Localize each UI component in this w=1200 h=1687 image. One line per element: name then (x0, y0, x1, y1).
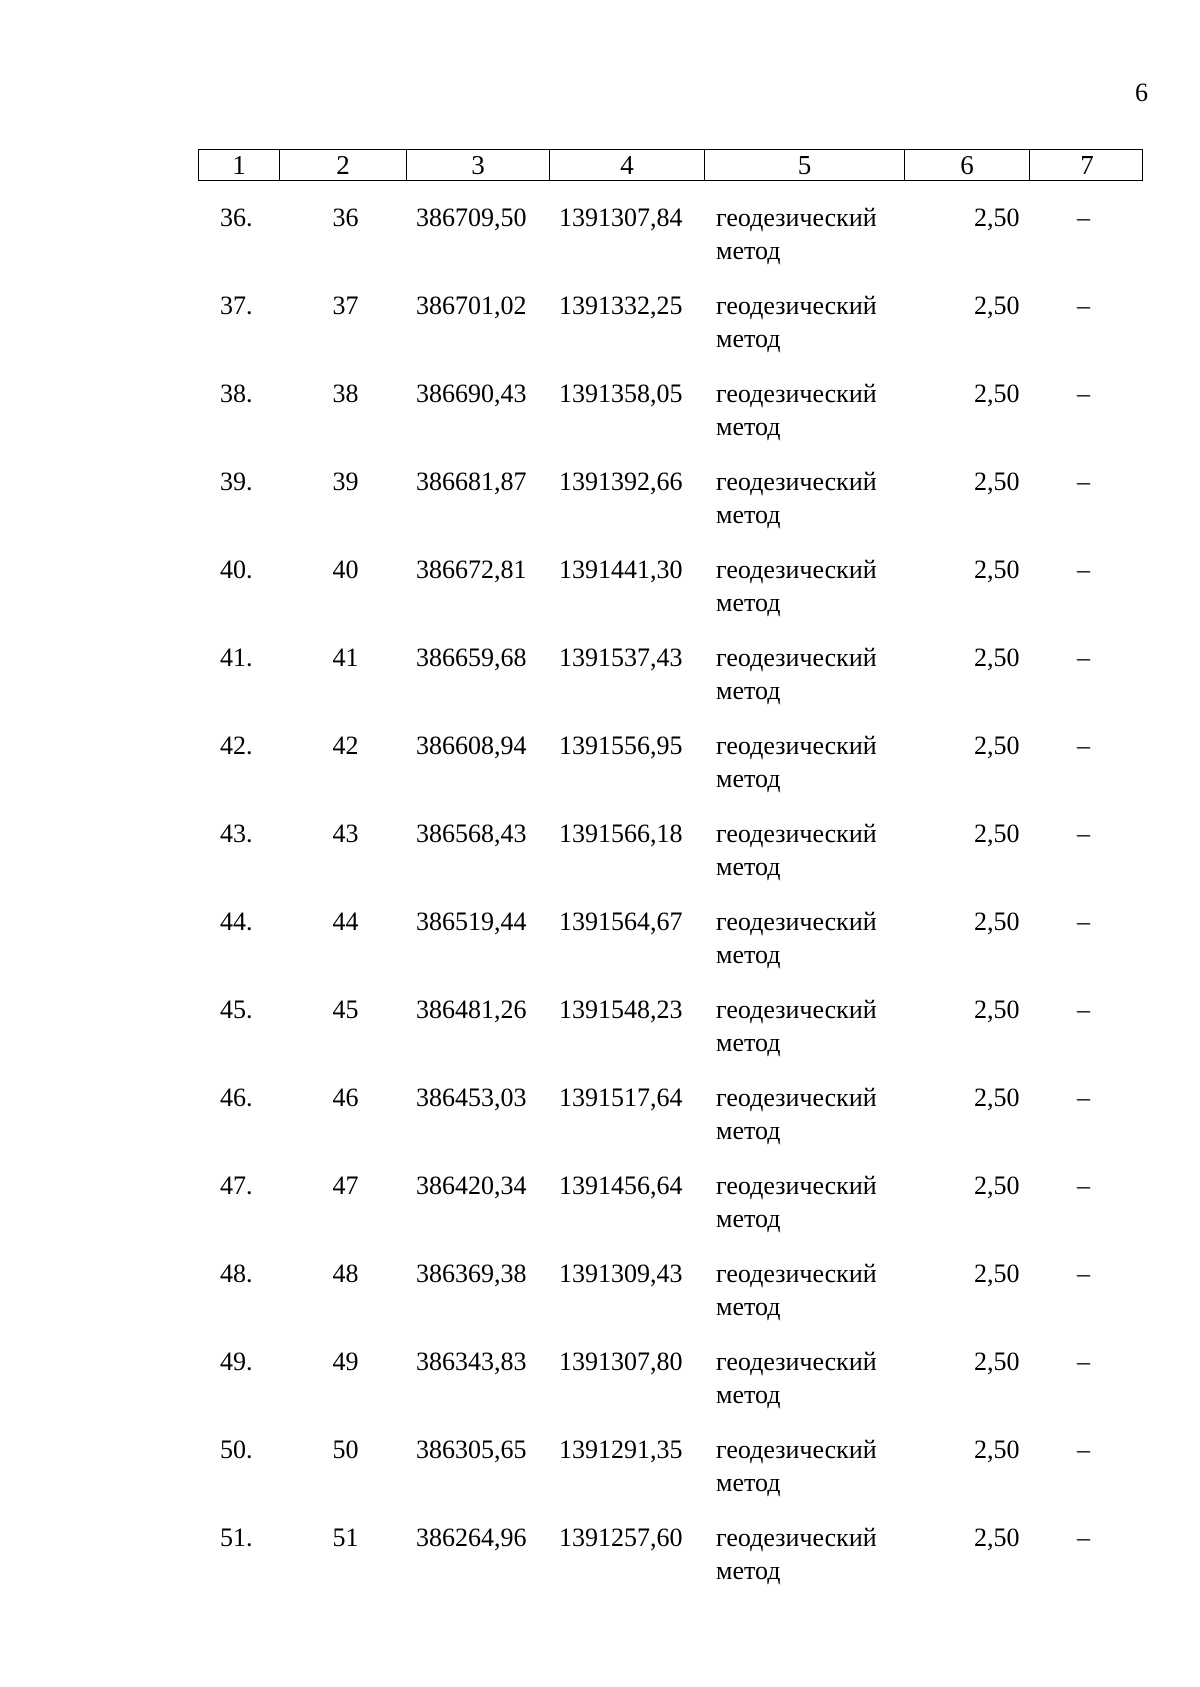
error-cell: 2,50 (974, 731, 1020, 760)
x-coordinate-cell: 386672,81 (416, 555, 527, 584)
y-coordinate-cell: 1391537,43 (559, 643, 683, 672)
note-cell: – (1077, 555, 1090, 584)
table-row (198, 201, 1143, 289)
row-number-cell: 37. (220, 291, 253, 320)
error-cell: 2,50 (974, 1347, 1020, 1376)
point-id-cell: 40 (332, 555, 359, 584)
table-row (198, 905, 1143, 993)
table-row (198, 1433, 1143, 1521)
note-cell: – (1077, 1435, 1090, 1464)
point-id-cell: 48 (332, 1259, 359, 1288)
header-cell: 1 (199, 150, 280, 180)
method-cell: геодезический метод (716, 1435, 877, 1497)
point-id-cell: 38 (332, 379, 359, 408)
error-cell: 2,50 (974, 1171, 1020, 1200)
point-id-cell: 37 (332, 291, 359, 320)
error-cell: 2,50 (974, 379, 1020, 408)
x-coordinate-cell: 386369,38 (416, 1259, 527, 1288)
table-row (198, 465, 1143, 553)
note-cell: – (1077, 467, 1090, 496)
y-coordinate-cell: 1391309,43 (559, 1259, 683, 1288)
note-cell: – (1077, 907, 1090, 936)
method-cell: геодезический метод (716, 291, 877, 353)
table-row (198, 1521, 1143, 1609)
point-id-cell: 46 (332, 1083, 359, 1112)
method-cell: геодезический метод (716, 379, 877, 441)
point-id-cell: 44 (332, 907, 359, 936)
method-cell: геодезический метод (716, 1523, 877, 1585)
table-row (198, 553, 1143, 641)
table-row (198, 1169, 1143, 1257)
y-coordinate-cell: 1391566,18 (559, 819, 683, 848)
note-cell: – (1077, 643, 1090, 672)
header-cell: 7 (1080, 150, 1094, 180)
y-coordinate-cell: 1391564,67 (559, 907, 683, 936)
table-row (198, 641, 1143, 729)
method-cell: геодезический метод (716, 467, 877, 529)
x-coordinate-cell: 386519,44 (416, 907, 527, 936)
method-cell: геодезический метод (716, 731, 877, 793)
y-coordinate-cell: 1391332,25 (559, 291, 683, 320)
note-cell: – (1077, 995, 1090, 1024)
header-cell: 6 (905, 150, 1030, 180)
point-id-cell: 39 (332, 467, 359, 496)
error-cell: 2,50 (974, 1435, 1020, 1464)
point-id-cell: 41 (332, 643, 359, 672)
x-coordinate-cell: 386481,26 (416, 995, 527, 1024)
header-cell: 2 (280, 150, 407, 180)
y-coordinate-cell: 1391548,23 (559, 995, 683, 1024)
point-id-cell: 51 (332, 1523, 359, 1552)
x-coordinate-cell: 386305,65 (416, 1435, 527, 1464)
header-cell: 3 (407, 150, 550, 180)
x-coordinate-cell: 386453,03 (416, 1083, 527, 1112)
method-cell: геодезический метод (716, 1171, 877, 1233)
y-coordinate-cell: 1391307,80 (559, 1347, 683, 1376)
note-cell: – (1077, 1083, 1090, 1112)
row-number-cell: 46. (220, 1083, 253, 1112)
method-cell: геодезический метод (716, 995, 877, 1057)
x-coordinate-cell: 386659,68 (416, 643, 527, 672)
row-number-cell: 42. (220, 731, 253, 760)
row-number-cell: 50. (220, 1435, 253, 1464)
point-id-cell: 36 (332, 203, 359, 232)
note-cell: – (1077, 203, 1090, 232)
method-cell: геодезический метод (716, 907, 877, 969)
method-cell: геодезический метод (716, 555, 877, 617)
error-cell: 2,50 (974, 907, 1020, 936)
row-number-cell: 44. (220, 907, 253, 936)
row-number-cell: 48. (220, 1259, 253, 1288)
header-cell: 4 (550, 150, 705, 180)
error-cell: 2,50 (974, 643, 1020, 672)
y-coordinate-cell: 1391556,95 (559, 731, 683, 760)
y-coordinate-cell: 1391517,64 (559, 1083, 683, 1112)
row-number-cell: 49. (220, 1347, 253, 1376)
note-cell: – (1077, 379, 1090, 408)
table-row (198, 1257, 1143, 1345)
row-number-cell: 47. (220, 1171, 253, 1200)
table-row (198, 289, 1143, 377)
row-number-cell: 39. (220, 467, 253, 496)
x-coordinate-cell: 386343,83 (416, 1347, 527, 1376)
y-coordinate-cell: 1391291,35 (559, 1435, 683, 1464)
table-row (198, 1081, 1143, 1169)
table-header (198, 149, 1143, 181)
method-cell: геодезический метод (716, 819, 877, 881)
point-id-cell: 47 (332, 1171, 359, 1200)
note-cell: – (1077, 731, 1090, 760)
y-coordinate-cell: 1391307,84 (559, 203, 683, 232)
point-id-cell: 49 (332, 1347, 359, 1376)
method-cell: геодезический метод (716, 1259, 877, 1321)
table-row (198, 993, 1143, 1081)
y-coordinate-cell: 1391456,64 (559, 1171, 683, 1200)
note-cell: – (1077, 1259, 1090, 1288)
table-row (198, 729, 1143, 817)
row-number-cell: 43. (220, 819, 253, 848)
row-number-cell: 51. (220, 1523, 253, 1552)
method-cell: геодезический метод (716, 203, 877, 265)
note-cell: – (1077, 291, 1090, 320)
error-cell: 2,50 (974, 291, 1020, 320)
point-id-cell: 45 (332, 995, 359, 1024)
error-cell: 2,50 (974, 555, 1020, 584)
x-coordinate-cell: 386681,87 (416, 467, 527, 496)
row-number-cell: 41. (220, 643, 253, 672)
note-cell: – (1077, 1523, 1090, 1552)
y-coordinate-cell: 1391358,05 (559, 379, 683, 408)
x-coordinate-cell: 386709,50 (416, 203, 527, 232)
row-number-cell: 40. (220, 555, 253, 584)
method-cell: геодезический метод (716, 643, 877, 705)
error-cell: 2,50 (974, 1083, 1020, 1112)
y-coordinate-cell: 1391257,60 (559, 1523, 683, 1552)
row-number-cell: 45. (220, 995, 253, 1024)
table-row (198, 817, 1143, 905)
point-id-cell: 50 (332, 1435, 359, 1464)
error-cell: 2,50 (974, 995, 1020, 1024)
point-id-cell: 43 (332, 819, 359, 848)
error-cell: 2,50 (974, 467, 1020, 496)
point-id-cell: 42 (332, 731, 359, 760)
y-coordinate-cell: 1391441,30 (559, 555, 683, 584)
row-number-cell: 38. (220, 379, 253, 408)
error-cell: 2,50 (974, 203, 1020, 232)
method-cell: геодезический метод (716, 1083, 877, 1145)
error-cell: 2,50 (974, 1523, 1020, 1552)
x-coordinate-cell: 386264,96 (416, 1523, 527, 1552)
x-coordinate-cell: 386690,43 (416, 379, 527, 408)
method-cell: геодезический метод (716, 1347, 877, 1409)
table-row (198, 377, 1143, 465)
table-row (198, 1345, 1143, 1433)
x-coordinate-cell: 386701,02 (416, 291, 527, 320)
table-body (198, 201, 1143, 1609)
y-coordinate-cell: 1391392,66 (559, 467, 683, 496)
row-number-cell: 36. (220, 203, 253, 232)
error-cell: 2,50 (974, 1259, 1020, 1288)
note-cell: – (1077, 1171, 1090, 1200)
header-cell: 5 (705, 150, 905, 180)
note-cell: – (1077, 819, 1090, 848)
x-coordinate-cell: 386568,43 (416, 819, 527, 848)
x-coordinate-cell: 386420,34 (416, 1171, 527, 1200)
x-coordinate-cell: 386608,94 (416, 731, 527, 760)
error-cell: 2,50 (974, 819, 1020, 848)
page-number: 6 (1135, 78, 1148, 107)
note-cell: – (1077, 1347, 1090, 1376)
